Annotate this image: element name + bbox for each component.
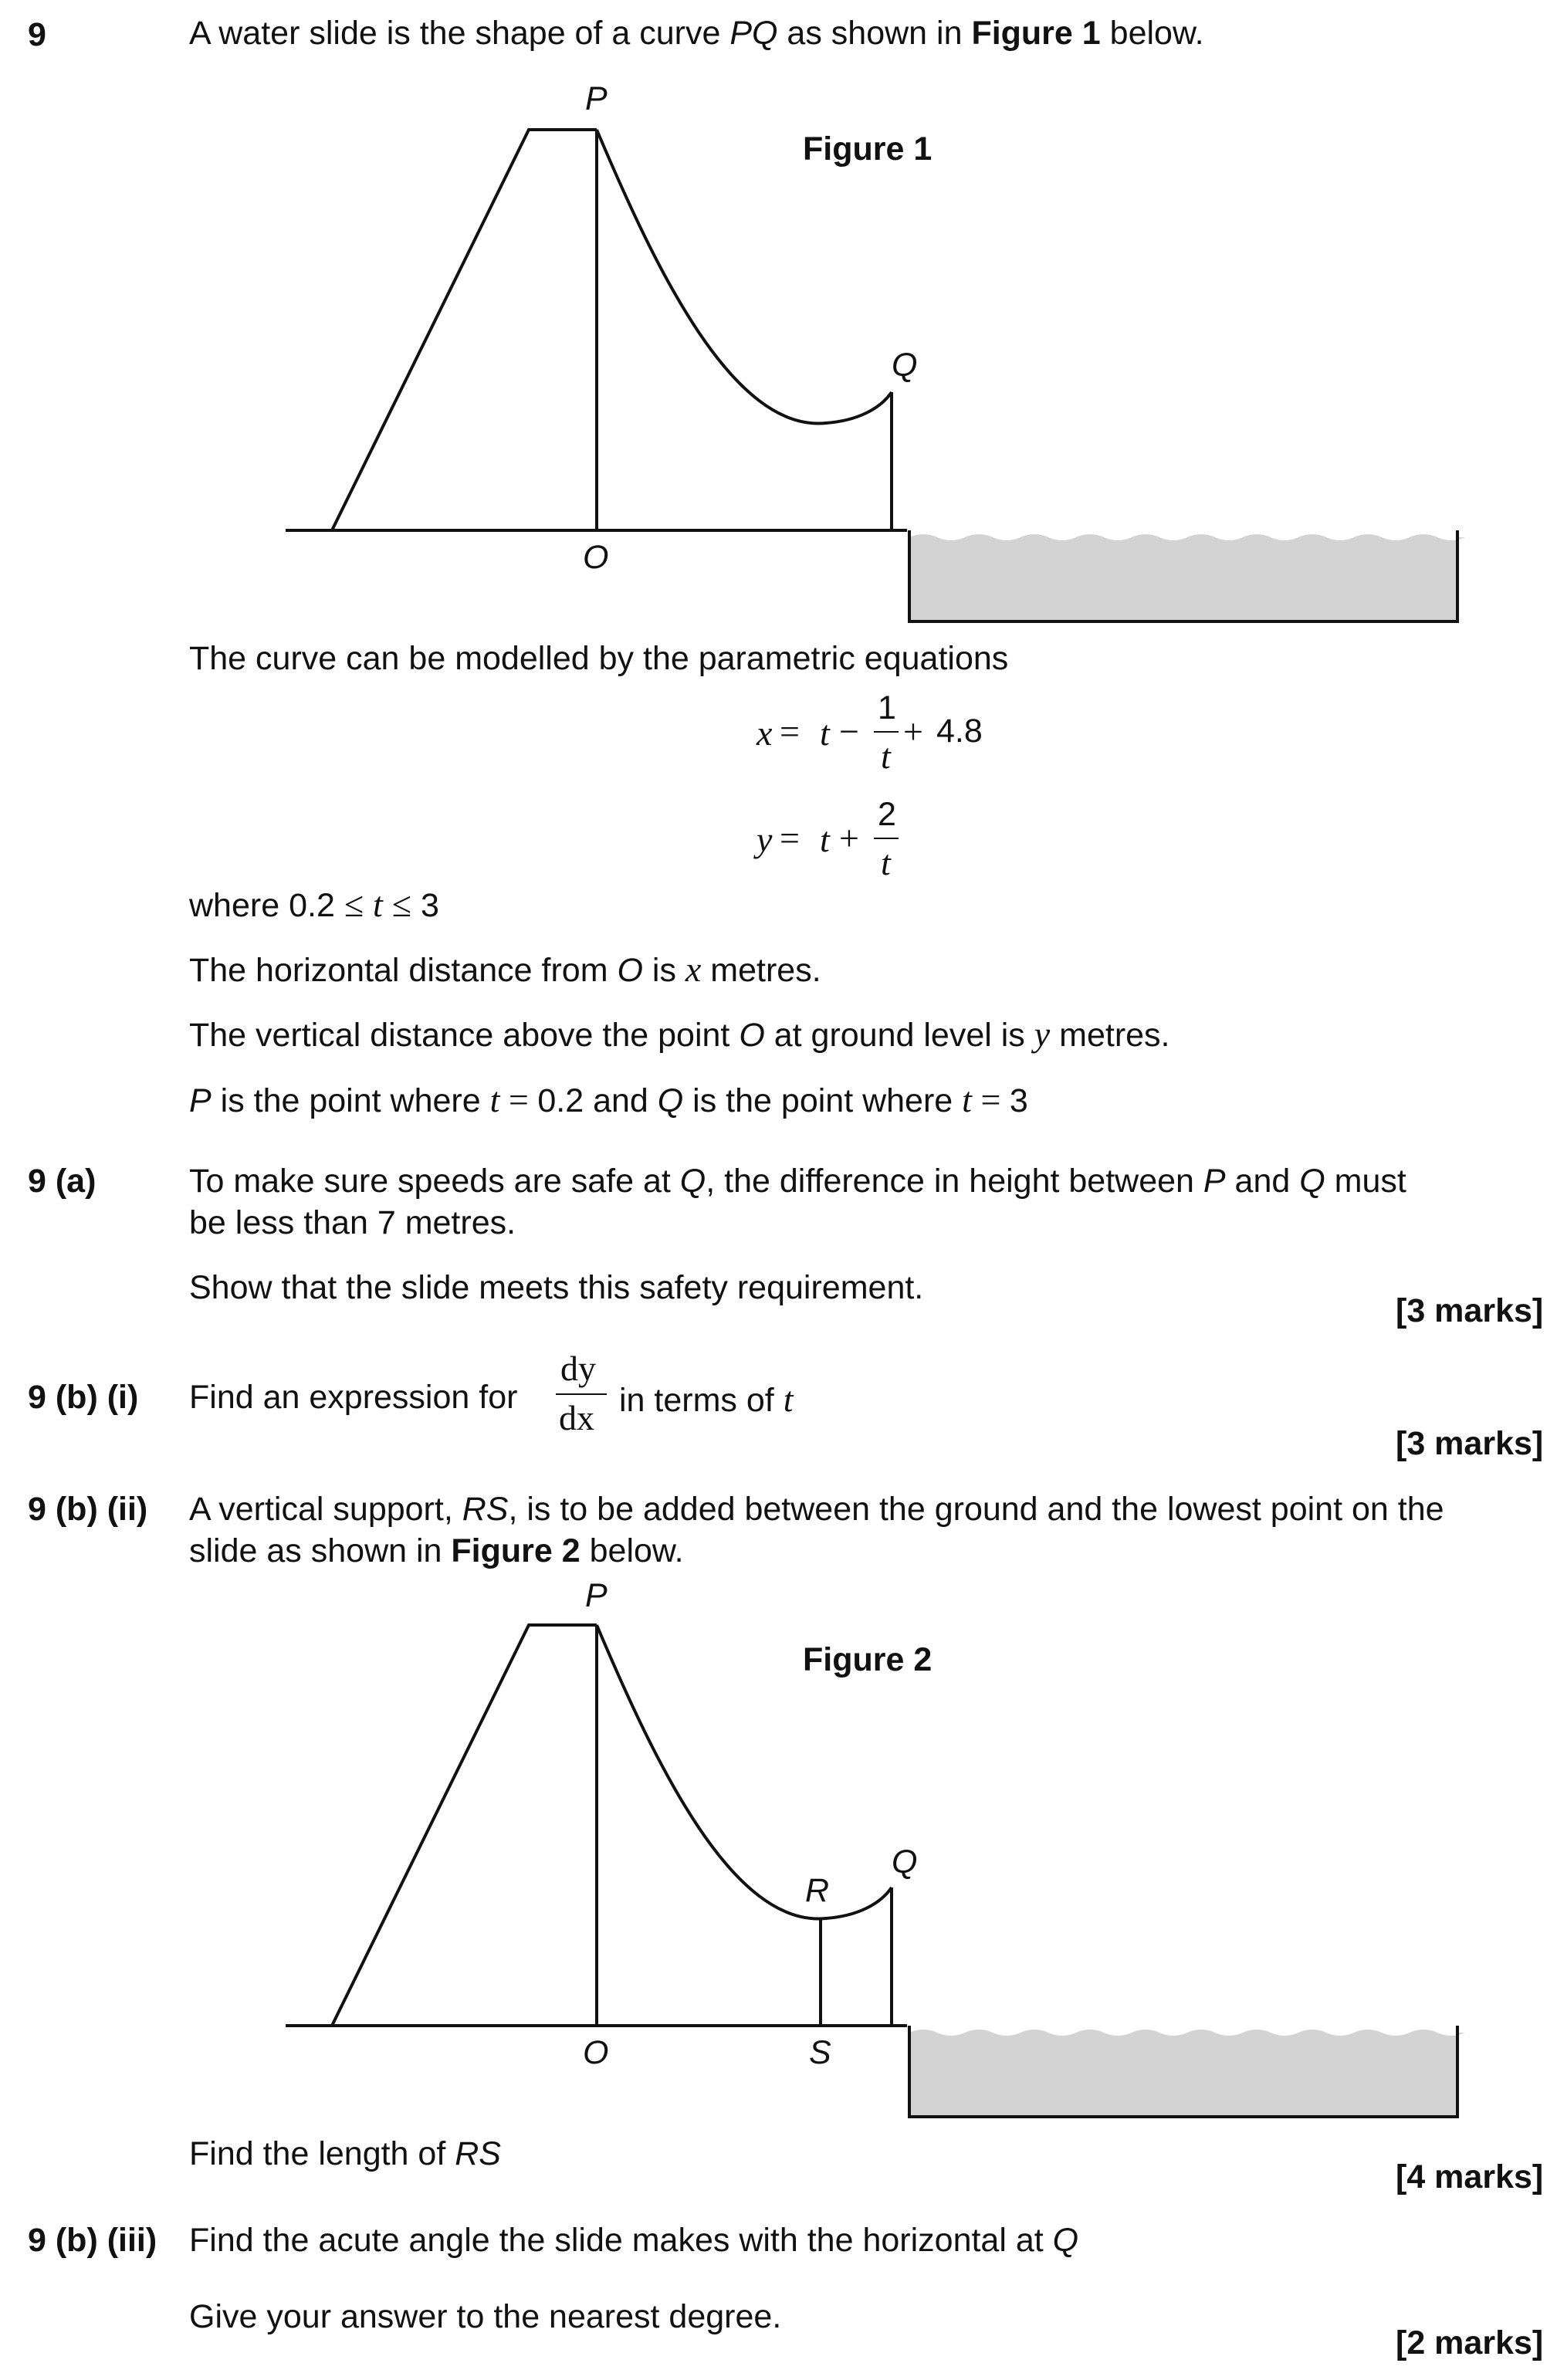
part-b-i-pre: Find an expression for xyxy=(189,1379,518,1416)
intro-pre: A water slide is the shape of a curve xyxy=(189,15,730,52)
eq-x-minus: − xyxy=(839,712,859,751)
part-b-iii-Q: Q xyxy=(1052,2222,1079,2259)
eq-y-lhs: y xyxy=(756,820,773,859)
part-b-ii-line2-post: below. xyxy=(580,1532,684,1569)
part-b-i-t: t xyxy=(783,1380,794,1419)
dydx-num: dy xyxy=(560,1349,596,1388)
points-P: P xyxy=(189,1082,212,1119)
points-tvar1: t xyxy=(489,1080,500,1119)
horiz-pre: The horizontal distance from xyxy=(189,952,618,989)
part-b-ii-pre: A vertical support, xyxy=(189,1491,462,1528)
fig1-label-Q: Q xyxy=(892,347,918,384)
part-a-line2: be less than 7 metres. xyxy=(189,1204,516,1241)
part-b-ii-find xyxy=(189,2135,501,2175)
figure-1-title: Figure 1 xyxy=(803,130,933,168)
part-a-mid: , the difference in height between xyxy=(706,1163,1203,1200)
figure-2-title: Figure 2 xyxy=(803,1641,933,1678)
part-a-marks: [3 marks] xyxy=(1396,1292,1544,1329)
eq-x-lhs: x xyxy=(756,713,773,753)
eq-x-t: t xyxy=(820,713,830,753)
part-b-i-marks: [3 marks] xyxy=(1396,1425,1544,1462)
part-b-i-label: 9 (b) (i) xyxy=(28,1379,139,1416)
horiz-post: metres. xyxy=(701,952,821,989)
vert-pre: The vertical distance above the point xyxy=(189,1017,740,1054)
part-a-Q2: Q xyxy=(1299,1163,1325,1200)
eq-y-plus: + xyxy=(839,818,859,858)
eq-y-equals: = xyxy=(780,818,800,858)
horiz-O: O xyxy=(617,952,643,989)
points-v2: 3 xyxy=(1009,1082,1028,1119)
eq-x-plus: + xyxy=(903,712,923,751)
points-tvar2: t xyxy=(962,1080,972,1119)
question-number: 9 xyxy=(28,16,46,53)
fig1-label-P: P xyxy=(585,80,608,117)
vert-O: O xyxy=(739,1017,765,1054)
vert-y: y xyxy=(1034,1014,1051,1054)
eq-y-frac-num: 2 xyxy=(878,796,896,833)
horiz-mid: is xyxy=(642,952,685,989)
part-a-post: must xyxy=(1325,1163,1406,1200)
fig2-label-S: S xyxy=(809,2034,831,2071)
part-b-iii-pre: Find the acute angle the slide makes with the horizontal at xyxy=(189,2222,1053,2259)
intro-post: below. xyxy=(1100,15,1204,52)
points-eq1: = xyxy=(499,1080,538,1119)
vert-mid: at ground level is xyxy=(764,1017,1034,1054)
part-b-ii-label: 9 (b) (ii) xyxy=(28,1491,148,1528)
part-b-ii-RS: RS xyxy=(462,1491,509,1528)
horiz-x: x xyxy=(685,950,702,989)
vert-post: metres. xyxy=(1050,1017,1170,1054)
part-b-ii-fig-ref: Figure 2 xyxy=(451,1532,580,1569)
part-a-label: 9 (a) xyxy=(28,1163,96,1200)
fig2-label-P: P xyxy=(585,1577,608,1614)
eq-y-frac-den: t xyxy=(881,843,891,882)
eq-x-frac-den: t xyxy=(881,736,891,776)
eq-y-t: t xyxy=(820,820,830,859)
where-low: 0.2 xyxy=(289,887,335,924)
points-Q: Q xyxy=(657,1082,684,1119)
part-b-iii-marks: [2 marks] xyxy=(1396,2324,1544,2361)
fig2-platform xyxy=(332,1625,597,2026)
eq-x-frac-num: 1 xyxy=(878,689,896,726)
points-t2: is the point where xyxy=(683,1082,963,1119)
part-b-i-post-text: in terms of xyxy=(619,1382,774,1419)
part-a-P: P xyxy=(1203,1163,1226,1200)
part-b-iii-line2: Give your answer to the nearest degree. xyxy=(189,2298,782,2335)
part-b-ii-marks: [4 marks] xyxy=(1396,2158,1544,2195)
points-t1: is the point where xyxy=(211,1082,490,1119)
part-a-show: Show that the slide meets this safety requirement. xyxy=(189,1269,924,1306)
eq-x-constant: 4.8 xyxy=(936,713,983,750)
fig2-label-O: O xyxy=(583,2034,609,2071)
part-a-and: and xyxy=(1225,1163,1300,1200)
intro-figure-ref: Figure 1 xyxy=(971,15,1101,52)
points-eq2: = xyxy=(971,1080,1010,1119)
points-and: and xyxy=(584,1082,658,1119)
where-pre: where xyxy=(189,887,289,924)
part-b-ii-find-RS: RS xyxy=(455,2135,501,2172)
dydx-den: dx xyxy=(559,1398,594,1437)
part-b-ii-find-pre: Find the length of xyxy=(189,2135,455,2172)
points-v1: 0.2 xyxy=(537,1082,584,1119)
fig2-water xyxy=(909,2030,1465,2117)
intro-mid: as shown in xyxy=(777,15,972,52)
part-a-Q: Q xyxy=(679,1163,706,1200)
where-t: t xyxy=(373,885,383,924)
part-b-iii-line1 xyxy=(189,2221,1078,2261)
where-high: 3 xyxy=(420,887,439,924)
where-le2: ≤ xyxy=(391,885,411,924)
part-b-iii-label: 9 (b) (iii) xyxy=(28,2222,157,2259)
fig2-label-R: R xyxy=(805,1872,830,1909)
model-text: The curve can be modelled by the parametric equations xyxy=(189,640,1009,677)
part-b-ii-post: , is to be added between the ground and the lowest point on the xyxy=(508,1491,1444,1528)
part-a-pre: To make sure speeds are safe at xyxy=(189,1163,680,1200)
where-le1: ≤ xyxy=(344,885,364,924)
intro-curve: PQ xyxy=(729,15,778,52)
fig2-label-Q: Q xyxy=(892,1843,918,1881)
part-b-ii-line2-pre: slide as shown in xyxy=(189,1532,452,1569)
eq-x-equals: = xyxy=(780,712,800,751)
fig1-label-O: O xyxy=(583,539,609,576)
